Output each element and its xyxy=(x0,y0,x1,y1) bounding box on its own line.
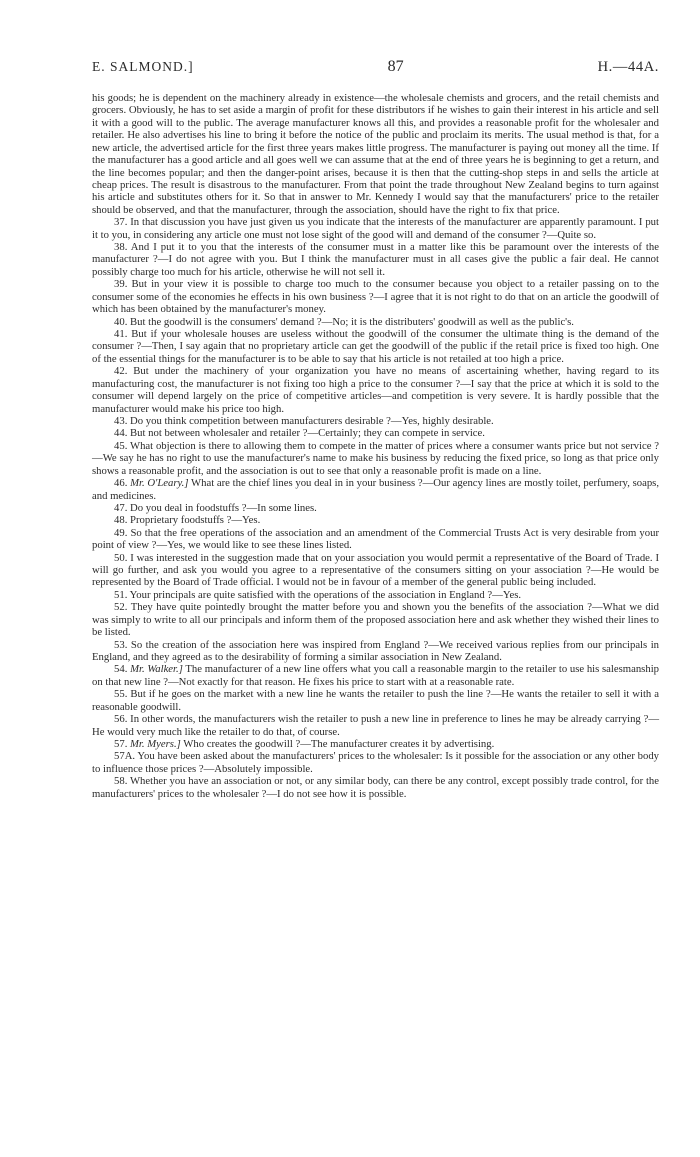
qa-text: But if your wholesale houses are useless without the goodwill of the consumer the ultimate thing is the demand of the consumer ?—Then, I say again that no proprietary article can get the goodwill of the public if the retail price is fixed too high. One of the essential things for the manufacturer is to be able to say that his article is not retailed at too high a price. xyxy=(92,328,659,365)
qa-paragraph xyxy=(92,440,659,477)
qa-paragraph xyxy=(92,601,659,638)
question-number: 52. xyxy=(114,601,128,614)
qa-text: But if he goes on the market with a new line he wants the retailer to push the line ?—He wants the retailer to sell it with a reasonable goodwill. xyxy=(92,688,660,713)
qa-paragraph xyxy=(92,316,659,328)
question-number: 43. xyxy=(114,414,128,427)
qa-text: But under the machinery of your organization you have no means of ascertaining whether, having regard to its manufacturing cost, the manufacturer is not fixing too high a price to the consumer ?—I say that the price at which it is sold to the consumer will depend largely on the price of competitive articles—and competition is very severe. It is hardly possible that the manufacturer would make his price too high. xyxy=(92,365,660,415)
question-number: 49. xyxy=(114,526,128,539)
qa-paragraph xyxy=(92,241,659,278)
question-number: 53. xyxy=(114,638,128,651)
question-number: 55. xyxy=(114,688,128,701)
question-number: 41. xyxy=(114,328,128,341)
qa-text: The manufacturer of a new line offers what you call a reasonable margin to the retailer to use his salesmanship on that new line ?—Not exactly for that reason. He fixes his price to start with at a reasonable rate. xyxy=(92,663,660,688)
qa-paragraph xyxy=(92,552,659,589)
qa-text: Do you deal in foodstuffs ?—In some lines. xyxy=(130,501,317,514)
qa-text: But the goodwill is the consumers' demand ?—No; it is the distributers' goodwill as well as the public's. xyxy=(130,315,574,328)
qa-paragraph xyxy=(92,328,659,365)
qa-paragraph xyxy=(92,216,659,241)
qa-text: Whether you have an association or not, or any similar body, can there be any control, except possibly trade control, for the manufacturers' prices to the wholesaler ?—I do not see how it is possible. xyxy=(92,775,660,800)
qa-paragraph xyxy=(92,427,659,439)
speaker-name: Mr. Myers.] xyxy=(130,737,181,750)
qa-text: So the creation of the association here was inspired from England ?—We received various replies from our principals in England, and they agreed as to the desirability of forming a similar association in New Zealand. xyxy=(92,638,660,663)
page-number: 87 xyxy=(387,58,404,75)
qa-paragraph xyxy=(92,639,659,664)
qa-paragraph xyxy=(92,713,659,738)
speaker-name: Mr. Walker.] xyxy=(130,663,183,676)
qa-text: But in your view it is possible to charge too much to the consumer because you object to a retailer passing on to the consumer some of the economies he effects in his own business ?—I agree that it is not right to do that on an article the goodwill of which has been obtained by the manufacturer's money. xyxy=(92,278,660,316)
question-number: 38. xyxy=(114,241,128,254)
question-number: 54. xyxy=(114,663,128,676)
header-witness-name: E. SALMOND.] xyxy=(92,59,194,74)
qa-paragraph xyxy=(92,514,659,526)
question-number: 37. xyxy=(114,216,128,229)
qa-text: Proprietary foodstuffs ?—Yes. xyxy=(130,514,261,527)
body-text xyxy=(92,92,659,800)
qa-paragraph xyxy=(92,775,659,800)
qa-text: What are the chief lines you deal in in your business ?—Our agency lines are mostly toilet, perfumery, soaps, and medicines. xyxy=(92,477,660,502)
question-number: 40. xyxy=(114,315,128,328)
qa-paragraph xyxy=(92,278,659,315)
intro-paragraph: his goods; he is dependent on the machinery already in existence—the wholesale chemists and grocers, and the retail chemists and grocers. Obviously, he has to set aside a margin of profit for these distributors if he wishes to gain their interest in his article and sell it with a good will to the public. The average manufacturer knows all this, and provides a reasonable profit for the wholesaler and retailer. He also advertises his line to bring it before the notice of the public and proclaim its merits. The usual method is that, for a new article, the advertised article for the first three years makes little progress. The manufacturer is paying out money all the time. If the manufacturer has a good article and all goes well we can assume that at the end of three years he is beginning to get a return, and the line becomes popular; and then the danger-point arises, because it is then that the cutting-shop steps in and sells the article at cheap prices. The result is disastrous to the manufacturer. From that point the trade throughout New Zealand begins to turn against his article and substitutes others for it. So that in answer to Mr. Kennedy I would say that the manufacturers' price to the retailer should be observed, and that the manufacturer, through the association, should have the right to fix that price. xyxy=(92,92,659,216)
qa-text: But not between wholesaler and retailer ?—Certainly; they can compete in service. xyxy=(130,427,485,440)
qa-text: I was interested in the suggestion made that on your association you would permit a representative of the Board of Trade. I will go further, and ask you would you agree to a representative of the consumers sitting on your association ?—He would be represented by the Board of Trade official. I would not be in favour of a member of the general public being included. xyxy=(92,551,660,589)
qa-text: And I put it to you that the interests of the consumer must in a matter like this be paramount over the interests of the manufacturer ?—I do not agree with you. But I think the manufacturer must in all cases give the public a fair deal. He cannot possibly charge too much for his article, otherwise he will not sell it. xyxy=(92,241,659,278)
qa-text: Your principals are quite satisfied with the operations of the association in England ?—Yes. xyxy=(129,588,522,601)
qa-text: In other words, the manufacturers wish the retailer to push a new line in preference to lines he may be already carrying ?—He would very much like the retailer to do that, of course. xyxy=(92,713,660,738)
question-number: 50. xyxy=(114,551,128,564)
qa-paragraph xyxy=(92,365,659,415)
question-number: 47. xyxy=(114,501,128,514)
question-number: 57. xyxy=(114,737,128,750)
qa-paragraph xyxy=(92,688,659,713)
question-number: 56. xyxy=(114,713,128,726)
qa-paragraph xyxy=(92,415,659,427)
question-number: 39. xyxy=(114,278,128,291)
qa-text: You have been asked about the manufacturers' prices to the wholesaler: Is it possible for the association or any other body to influence those prices ?—Absolutely impossible. xyxy=(92,750,660,775)
question-number: 44. xyxy=(114,427,128,440)
page-header xyxy=(92,58,659,82)
question-number: 48. xyxy=(114,514,128,527)
qa-paragraph xyxy=(92,738,659,750)
qa-text: So that the free operations of the association and an amendment of the Commercial Trusts Act is very desirable from your point of view ?—Yes, we would like to see these lines listed. xyxy=(92,526,660,552)
qa-list xyxy=(92,216,659,800)
question-number: 45. xyxy=(114,439,128,452)
qa-paragraph xyxy=(92,589,659,601)
question-number: 46. xyxy=(114,477,128,490)
qa-text: What objection is there to allowing them to compete in the matter of prices where a consumer wants price but not service ?—We say he has no right to use the manufacturer's name to make his business by reducing the fixed price, so long as that price only shows a reasonable profit, and the association is out to see that only a reasonable profit is made on a line. xyxy=(92,439,659,477)
qa-text: In that discussion you have just given us you indicate that the interests of the manufacturer are apparently paramount. I put it to you, in considering any article one must not lose sight of the good will and demand of the consumer ?—Quite so. xyxy=(92,216,659,241)
question-number: 51. xyxy=(114,588,128,601)
qa-paragraph xyxy=(92,527,659,552)
qa-paragraph xyxy=(92,502,659,514)
speaker-name: Mr. O'Leary.] xyxy=(130,477,189,490)
document-reference: H.—44A. xyxy=(597,59,659,75)
question-number: 58. xyxy=(114,775,128,788)
qa-paragraph xyxy=(92,750,659,775)
question-number: 57A. xyxy=(114,750,136,763)
qa-text: They have quite pointedly brought the matter before you and shown you the benefits of the association ?—What we did was simply to write to all our principals and inform them of the proposed association here and ask whether they wished their lines to be listed. xyxy=(92,601,659,639)
qa-paragraph xyxy=(92,663,659,688)
qa-text: Who creates the goodwill ?—The manufacturer creates it by advertising. xyxy=(183,737,495,750)
qa-text: Do you think competition between manufacturers desirable ?—Yes, highly desirable. xyxy=(130,414,494,427)
question-number: 42. xyxy=(114,365,128,378)
qa-paragraph xyxy=(92,477,659,502)
